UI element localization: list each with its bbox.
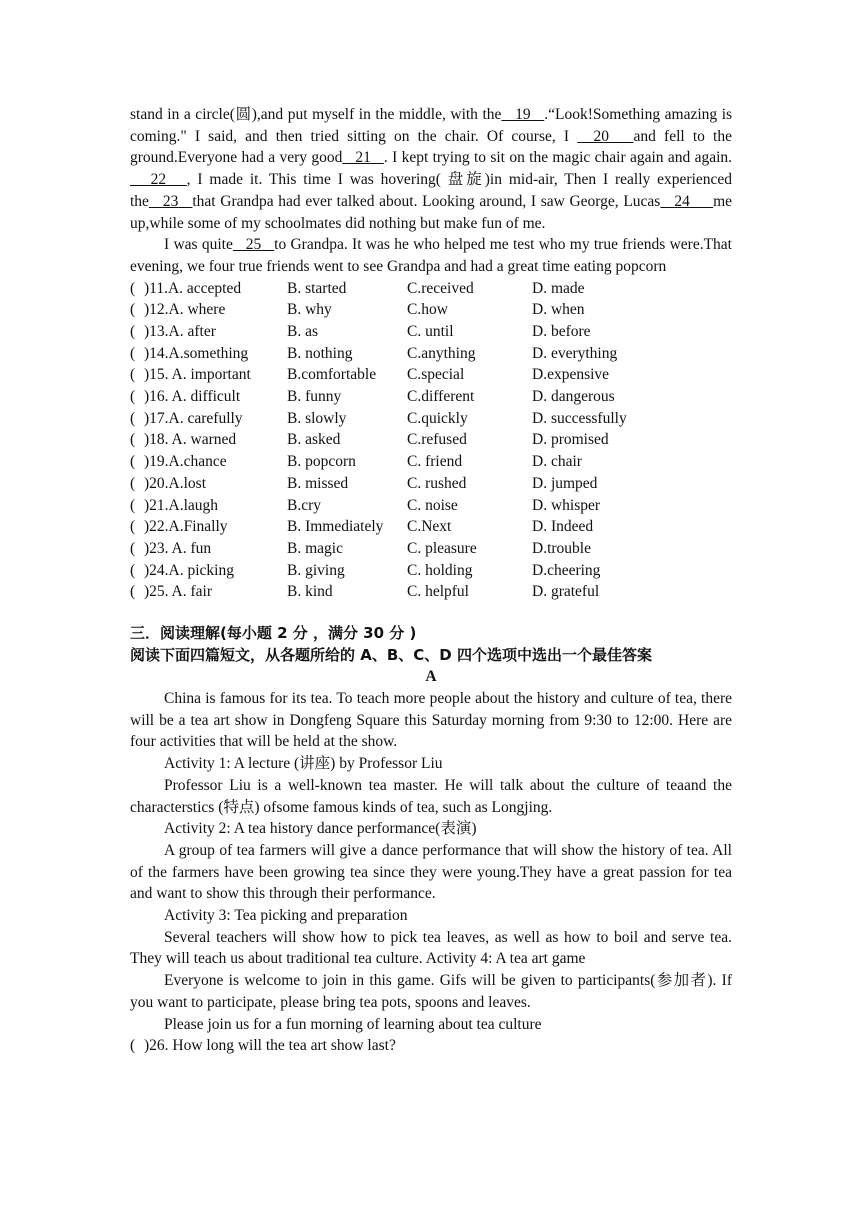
answer-paren: ( <box>130 279 136 297</box>
answer-paren: ( <box>130 366 136 384</box>
cloze-question-list <box>130 278 732 603</box>
option-d: D. promised <box>532 431 609 449</box>
option-d: D.expensive <box>532 366 610 384</box>
option-b: B. magic <box>287 539 343 557</box>
question-row <box>130 473 732 495</box>
option-c: C.different <box>407 388 475 406</box>
option-c: C.received <box>407 279 474 297</box>
question-row <box>130 451 732 473</box>
passage-paragraph: China is famous for its tea. To teach more people about the history and culture of tea, there will be a tea art show in Dongfeng Square this Saturday morning from 9:30 to 12:00. Here are four activities that will be held at the show. <box>130 690 732 751</box>
closing-line: Please join us for a fun morning of learning about tea culture <box>164 1015 542 1033</box>
option-d: D.cheering <box>532 561 601 579</box>
section-instruction: 阅读下面四篇短文，从各题所给的 A、B、C、D 四个选项中选出一个最佳答案 <box>130 645 652 664</box>
option-b: B. slowly <box>287 409 347 427</box>
option-c: C. pleasure <box>407 539 477 557</box>
option-c: C. holding <box>407 561 473 579</box>
option-b: B. popcorn <box>287 453 356 471</box>
option-b: B. giving <box>287 561 345 579</box>
option-a: )20.A.lost <box>144 474 206 492</box>
answer-paren: ( <box>130 431 136 449</box>
activity-3-title: Activity 3: Tea picking and preparation <box>164 907 408 925</box>
cloze-paragraph-2 <box>130 234 732 277</box>
option-c: C. until <box>407 323 454 340</box>
blank-22: 22 <box>150 171 167 189</box>
option-d: D. successfully <box>532 409 627 427</box>
option-a: )22.A.Finally <box>144 518 228 536</box>
option-d: D. dangerous <box>532 388 615 406</box>
option-d: D. before <box>532 323 591 340</box>
option-b: B. missed <box>287 474 349 492</box>
answer-paren: ( <box>130 388 136 406</box>
option-d: D. whisper <box>532 496 601 514</box>
cloze-text: stand in a circle(圆),and put myself in the middle, with the <box>130 106 502 123</box>
cloze-text: me up,while some of my schoolmates did nothing but make fun of me. <box>130 192 733 232</box>
activity-3-text: Several teachers will show how to pick tea leaves, as well as how to boil and serve tea. They will teach us about traditional tea culture. Activity 4: A tea art game <box>130 928 732 968</box>
cloze-text: . I kept trying to sit on the magic chair again and again. <box>383 149 733 167</box>
option-c: C. friend <box>407 453 463 471</box>
activity-1-title: Activity 1: A lecture (讲座) by Professor Liu <box>164 755 443 773</box>
option-a: )23. A. fun <box>144 539 212 557</box>
option-c: C. rushed <box>407 474 467 492</box>
option-d: D. Indeed <box>532 518 594 536</box>
option-a: )18. A. warned <box>144 431 237 449</box>
option-a: )24.A. picking <box>144 561 234 579</box>
question-row <box>130 386 732 408</box>
question-row <box>130 321 732 343</box>
option-c: C. noise <box>407 496 458 514</box>
question-row <box>130 495 732 517</box>
option-d: D. jumped <box>532 474 598 492</box>
option-d: D. grateful <box>532 583 600 601</box>
option-d: D. everything <box>532 344 618 362</box>
option-b: B. kind <box>287 583 333 601</box>
cloze-text: .“Look!Something amazing is coming." I said, and then tried sitting on the chair. Of course, I <box>130 106 733 145</box>
option-c: C. helpful <box>407 583 469 601</box>
blank-25: 25 <box>245 236 262 254</box>
question-row <box>130 429 732 451</box>
answer-paren: ( <box>130 474 136 492</box>
option-b: B. asked <box>287 431 341 449</box>
cloze-paragraph-1 <box>130 104 732 234</box>
cloze-text: I was quite <box>164 236 233 254</box>
option-a: )16. A. difficult <box>144 388 241 406</box>
option-c: C.anything <box>407 344 476 362</box>
option-c: C.special <box>407 366 465 384</box>
blank-24: 24 <box>674 192 690 210</box>
blank-21: 21 <box>355 149 371 167</box>
option-a: )21.A.laugh <box>144 496 219 514</box>
option-b: B. Immediately <box>287 518 384 536</box>
option-b: B. funny <box>287 388 342 406</box>
blank-19: 19 <box>515 106 531 123</box>
option-c: C.how <box>407 301 448 319</box>
option-d: D.trouble <box>532 539 591 557</box>
option-c: C.Next <box>407 518 452 536</box>
cloze-text: , I made it. This time I was hovering( 盘旋)in mid-air, Then I really experienced the <box>130 171 733 210</box>
cloze-text: and fell to the ground.Everyone had a very good <box>130 127 732 167</box>
answer-paren: ( <box>130 583 136 601</box>
answer-paren: ( <box>130 453 136 471</box>
question-row <box>130 538 732 560</box>
passage-label: A <box>425 668 437 686</box>
option-b: B.comfortable <box>287 366 377 384</box>
option-a: )11.A. accepted <box>144 279 242 297</box>
option-d: D. made <box>532 279 585 297</box>
question-26 <box>130 1035 732 1057</box>
question-row <box>130 560 732 582</box>
option-a: )19.A.chance <box>144 453 227 471</box>
option-a: )14.A.something <box>144 344 249 362</box>
option-a: )17.A. carefully <box>144 409 243 427</box>
answer-paren: ( <box>130 518 136 536</box>
cloze-text: that Grandpa had ever talked about. Looking around, I saw George, Lucas <box>192 192 661 210</box>
question-row <box>130 364 732 386</box>
answer-paren: ( <box>130 409 136 427</box>
option-b: B. nothing <box>287 344 353 362</box>
option-b: B.cry <box>287 496 322 514</box>
question-row <box>130 581 732 603</box>
answer-paren: ( <box>130 301 136 319</box>
option-d: D. when <box>532 301 585 319</box>
question-row <box>130 278 732 300</box>
section-heading: 三．阅读理解(每小题 2 分 ，满分 30 分 ) <box>130 623 417 642</box>
option-a: )15. A. important <box>144 366 251 384</box>
cloze-text: to Grandpa. It was he who helped me test who my true friends were.That evening, we four true friends went to see Grandpa and had a great time eating popcorn <box>130 236 732 275</box>
question-row <box>130 516 732 538</box>
option-c: C.quickly <box>407 409 468 427</box>
answer-paren: ( <box>130 539 136 557</box>
document-page <box>130 104 732 1057</box>
answer-paren: ( <box>130 1037 136 1055</box>
answer-paren: ( <box>130 344 136 362</box>
option-a: )13.A. after <box>144 323 216 340</box>
blank-20: 20 <box>593 127 610 145</box>
activity-2-text: A group of tea farmers will give a dance performance that will show the history of tea. All of the farmers have been growing tea since they were young.They have a great passion for tea and want to show this through their performance. <box>130 841 732 903</box>
blank-23: 23 <box>162 192 179 210</box>
option-b: B. why <box>287 301 332 319</box>
option-a: )12.A. where <box>144 301 226 319</box>
option-b: B. started <box>287 279 347 297</box>
answer-paren: ( <box>130 323 136 340</box>
activity-2-title: Activity 2: A tea history dance performance(表演) <box>164 820 477 838</box>
option-b: B. as <box>287 323 318 340</box>
question-row <box>130 299 732 321</box>
option-a: )25. A. fair <box>144 583 213 601</box>
activity-1-text: Professor Liu is a well-known tea master. He will talk about the culture of teaand the characterstics (特点) ofsome famous kinds of tea, such as Longjing. <box>130 776 732 816</box>
question-row <box>130 408 732 430</box>
option-c: C.refused <box>407 431 467 449</box>
activity-4-text: Everyone is welcome to join in this game. Gifs will be given to participants(参加者). If you want to participate, please bring tea pots, spoons and leaves. <box>130 972 732 1011</box>
answer-paren: ( <box>130 561 136 579</box>
option-d: D. chair <box>532 453 582 471</box>
answer-paren: ( <box>130 496 136 514</box>
question-row <box>130 343 732 365</box>
question-text: )26. How long will the tea art show last? <box>144 1037 396 1055</box>
